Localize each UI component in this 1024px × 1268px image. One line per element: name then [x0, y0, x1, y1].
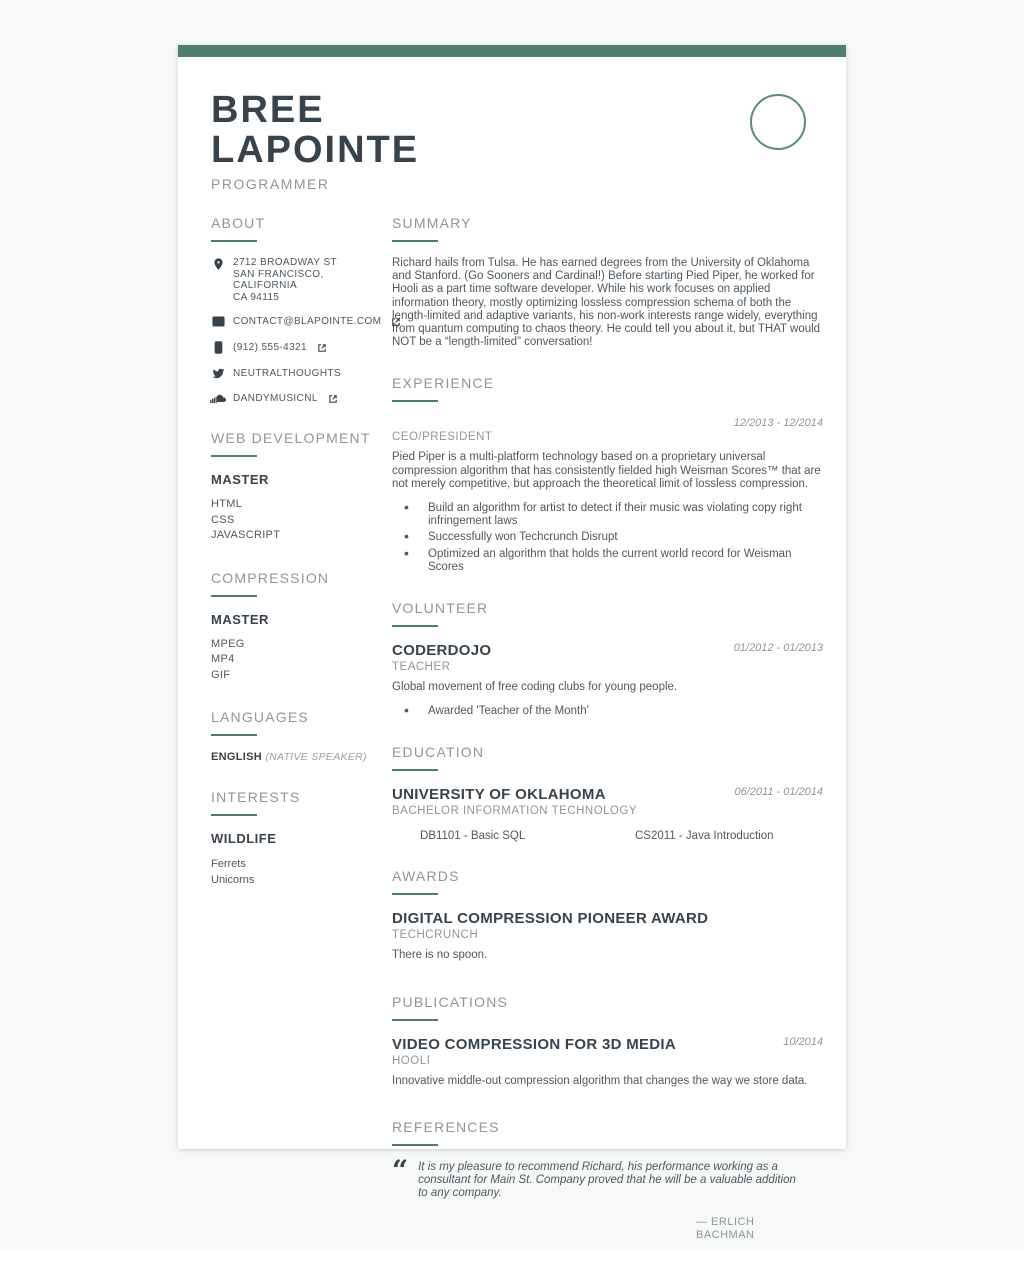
summary-text: Richard hails from Tulsa. He has earned degrees from the University of Oklahoma and Stanford. (Go Sooners and Cardinal!) Before starting Pied Piper, he worked for Hooli as a part time software developer. While his work focuses on applied information theory, mostly optimizing lossless compression schema of both the length-limited and adaptive variants, his non-work interests range widely, everything from quantum computing to chaos theory. He could tell you about it, but THAT would NOT be a “length-limited” conversation!	[392, 257, 821, 349]
education-entry	[392, 786, 823, 842]
soundcloud-icon	[211, 394, 225, 404]
resume-page	[178, 45, 846, 1242]
address-row	[211, 257, 371, 303]
section-rule	[392, 1144, 438, 1146]
phone-row	[211, 341, 371, 354]
soundcloud-row	[211, 393, 371, 404]
email-row	[211, 316, 382, 327]
volunteer-bullets	[392, 705, 823, 718]
skill-section-title: COMPRESSION	[211, 569, 330, 586]
name-block	[211, 90, 419, 192]
section-interests	[211, 789, 371, 888]
skill-level: MASTER	[211, 472, 269, 487]
section-summary	[392, 215, 823, 349]
skill-level: MASTER	[211, 611, 269, 627]
bullet-item: • Optimized an algorithm that holds the current world record for Weisman Scores	[392, 548, 823, 574]
bullet-item: • Build an algorithm for artist to detect if their music was violating copy right infringement laws	[392, 502, 823, 528]
external-link-icon[interactable]	[329, 395, 337, 403]
reference-attribution-wrap	[392, 1216, 823, 1242]
languages-title: LANGUAGES	[211, 709, 309, 725]
interest-item: Ferrets	[211, 858, 246, 870]
interest-item: Unicorns	[211, 874, 255, 886]
bullet-item: • Successfully won Techcrunch Disrupt	[392, 531, 823, 544]
publications-title: PUBLICATIONS	[392, 993, 509, 1010]
address-line: SAN FRANCISCO, CALIFORNIA	[233, 268, 324, 291]
avatar	[750, 94, 806, 150]
entry-publication: VIDEO COMPRESSION FOR 3D MEDIA	[392, 1035, 677, 1053]
section-rule	[392, 400, 438, 402]
address-text	[233, 257, 371, 303]
language-name: ENGLISH	[211, 751, 262, 763]
skill-item: MPEG	[211, 637, 245, 650]
skill-item: CSS	[211, 513, 235, 526]
interests-title: INTERESTS	[211, 789, 301, 805]
summary-title: SUMMARY	[392, 215, 472, 231]
skill-item: JAVASCRIPT	[211, 529, 281, 541]
section-rule	[392, 625, 438, 627]
name-line1: BREE	[211, 89, 325, 131]
email-icon	[211, 316, 225, 327]
entry-description: Innovative middle-out compression algorithm that changes the way we store data.	[392, 1074, 808, 1087]
interest-category: WILDLIFE	[211, 831, 277, 846]
entry-publisher: HOOLI	[392, 1054, 431, 1067]
section-rule	[211, 734, 257, 736]
section-rule	[211, 240, 257, 242]
section-rule	[211, 814, 257, 816]
section-web-development	[211, 430, 371, 544]
section-languages	[211, 709, 371, 763]
experience-title: EXPERIENCE	[392, 375, 495, 392]
entry-date: 12/2013 - 12/2014	[733, 417, 823, 430]
volunteer-title: VOLUNTEER	[392, 600, 489, 617]
award-entry	[392, 910, 823, 962]
sidebar	[211, 215, 382, 1268]
section-rule	[392, 1019, 438, 1021]
bullet-item: • Awarded 'Teacher of the Month'	[392, 705, 823, 718]
section-rule	[392, 769, 438, 771]
course-list	[392, 830, 823, 842]
section-publications	[392, 994, 823, 1088]
education-title: EDUCATION	[392, 744, 485, 761]
section-education	[392, 744, 823, 842]
section-compression	[211, 570, 371, 684]
skill-section-title: WEB DEVELOPMENT	[211, 430, 371, 446]
entry-issuer: TECHCRUNCH	[392, 929, 479, 942]
person-name	[211, 90, 419, 170]
entry-description: Global movement of free coding clubs for young people.	[392, 681, 678, 694]
name-line2: LAPOINTE	[211, 129, 420, 171]
twitter-text: NEUTRALTHOUGHTS	[233, 368, 342, 379]
experience-entry	[392, 417, 823, 574]
section-awards	[392, 868, 823, 962]
reference-attribution: — ERLICH BACHMAN	[696, 1216, 755, 1242]
section-rule	[392, 893, 438, 895]
section-volunteer	[392, 600, 823, 718]
entry-description: Pied Piper is a multi-platform technology based on a proprietary universal compression algorithm that has consistently fielded high Weisman Scores™ that are not merely competitive, but approach the theoretical limit of lossless compression.	[392, 451, 821, 490]
external-link-icon[interactable]	[318, 344, 326, 352]
main-column	[392, 215, 823, 1268]
publication-entry	[392, 1036, 823, 1088]
section-about	[211, 215, 382, 404]
skill-list	[211, 497, 371, 544]
skill-item: HTML	[211, 498, 243, 510]
accent-bar	[178, 45, 846, 57]
address-line: 2712 BROADWAY ST	[233, 257, 338, 268]
volunteer-entry	[392, 642, 823, 718]
entry-role: CEO/PRESIDENT	[392, 431, 493, 444]
course-item: CS2011 - Java Introduction	[635, 830, 774, 843]
entry-org: CODERDOJO	[392, 642, 492, 660]
section-rule	[392, 240, 438, 242]
reference-quote: It is my pleasure to recommend Richard, his performance working as a consultant for Main St. Company proved that he will be a valuable addition to any company.	[418, 1160, 796, 1200]
reference-entry	[392, 1153, 823, 1201]
skill-list	[211, 637, 371, 684]
entry-date: 10/2014	[783, 1035, 823, 1048]
entry-degree: BACHELOR INFORMATION TECHNOLOGY	[392, 805, 638, 818]
section-references	[392, 1119, 823, 1243]
entry-date: 06/2011 - 01/2014	[734, 786, 823, 799]
entry-date: 01/2012 - 01/2013	[733, 642, 823, 655]
references-title: REFERENCES	[392, 1118, 500, 1135]
phone-icon	[211, 341, 225, 354]
course-item: DB1101 - Basic SQL	[420, 830, 526, 843]
entry-school: UNIVERSITY OF OKLAHOMA	[392, 786, 606, 804]
email-text: CONTACT@BLAPOINTE.COM	[233, 316, 382, 327]
entry-description: There is no spoon.	[392, 949, 488, 962]
awards-title: AWARDS	[392, 868, 460, 885]
section-experience	[392, 375, 823, 574]
interest-list	[211, 856, 371, 888]
address-line: CA 94115	[233, 291, 280, 303]
twitter-row	[211, 368, 371, 379]
quote-icon: “	[392, 1153, 409, 1187]
experience-bullets	[392, 502, 823, 574]
soundcloud-text: DANDYMUSICNL	[233, 393, 318, 404]
skill-item: GIF	[211, 668, 231, 681]
about-title: ABOUT	[211, 215, 266, 231]
language-entry	[211, 751, 371, 763]
resume-header	[178, 57, 846, 192]
content-columns	[178, 215, 846, 1268]
twitter-icon	[211, 368, 225, 379]
section-rule	[211, 595, 257, 597]
skill-item: MP4	[211, 653, 235, 665]
map-pin-icon	[211, 257, 225, 271]
entry-role: TEACHER	[392, 661, 451, 674]
job-title: PROGRAMMER	[211, 176, 330, 192]
language-note: (NATIVE SPEAKER)	[265, 751, 367, 763]
entry-award: DIGITAL COMPRESSION PIONEER AWARD	[392, 910, 709, 928]
phone-text: (912) 555-4321	[233, 342, 307, 353]
section-rule	[211, 455, 257, 457]
